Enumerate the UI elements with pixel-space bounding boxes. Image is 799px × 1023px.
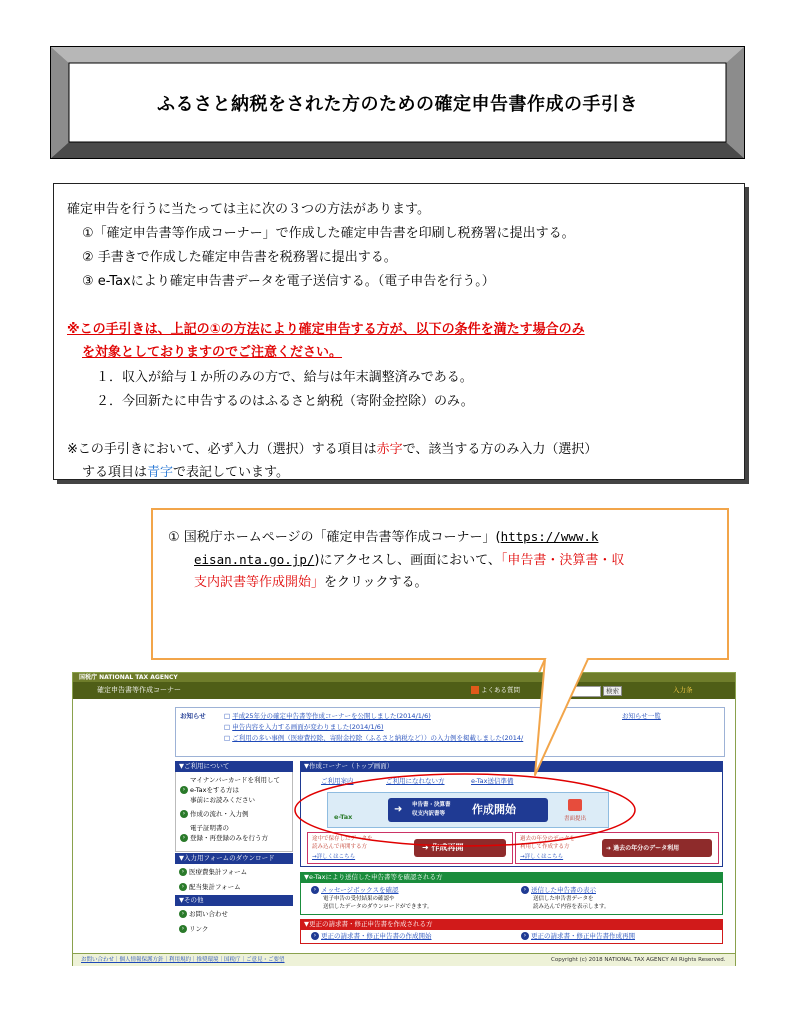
callout-red-text: 支内訳書等作成開始」: [194, 575, 325, 590]
input-link[interactable]: 入力条: [673, 686, 693, 694]
arrow-icon: ›: [179, 868, 187, 876]
arrow-icon: ›: [179, 883, 187, 891]
nav-usage-head: ▼ご利用について: [175, 761, 293, 772]
nav-item[interactable]: 電子証明書の: [190, 824, 229, 832]
document-title: ふるさと納税をされた方のための確定申告書作成の手引き: [157, 93, 638, 115]
agency-name: 国税庁 NATIONAL TAX AGENCY: [79, 674, 178, 681]
site-title: 確定申告書等作成コーナー: [97, 686, 181, 694]
condition-1: １．収入が給与１か所のみの方で、給与は年末調整済みである。: [96, 370, 473, 385]
news-item[interactable]: □ ご利用の多い事例（医療費控除、寄附金控除（ふるさと納税など））の入力例を掲載しました(2014/: [224, 734, 524, 742]
copyright: Copyright (c) 2018 NATIONAL TAX AGENCY All Rights Reserved.: [551, 957, 726, 963]
arrow-icon: ›: [179, 910, 187, 918]
news-item[interactable]: □ 平成25年分の確定申告書等作成コーナーを公開しました(2014/1/6): [224, 712, 431, 720]
method-1: ①「確定申告書等作成コーナー」で作成した確定申告書を印刷し税務署に提出する。: [82, 226, 575, 241]
callout-red-text: 「申告書・決算書・収: [500, 553, 625, 568]
arrow-icon: ›: [179, 925, 187, 933]
corner-link-etax-prep[interactable]: e-Tax送信準備: [471, 777, 514, 785]
arrow-icon: ›: [180, 810, 188, 818]
arrow-icon: ›: [311, 932, 319, 940]
msgbox-desc-1: 電子申告の受付結果の確認や: [323, 896, 395, 902]
intro-lead: 確定申告を行うに当たっては主に次の３つの方法があります。: [67, 202, 430, 217]
sent-desc-2: 読み込んで内容を表示します。: [533, 904, 610, 910]
note-text: で表記しています。: [173, 465, 289, 480]
note-text: で、該当する方のみ入力（選択）: [402, 442, 598, 457]
past-desc-2: 利用して作成する方: [520, 844, 570, 850]
arrow-icon: ›: [311, 886, 319, 894]
start-small-2: 収支内訳書等: [412, 811, 446, 817]
callout-text: )にアクセスし、画面において、: [314, 553, 501, 568]
msgbox-link[interactable]: › メッセージボックスを確認: [311, 886, 399, 895]
corner-link-guide[interactable]: ご利用案内: [321, 777, 354, 785]
resume-desc-2: 読み込んで再開する方: [312, 844, 368, 850]
arrow-right-icon: ➜: [394, 804, 403, 815]
nav-item[interactable]: › お問い合わせ: [179, 910, 228, 919]
arrow-icon: ›: [521, 886, 529, 894]
past-button-label: ➜ 過去の年分のデータ利用: [606, 845, 680, 852]
news-item[interactable]: □ 申告内容を入力する画面が変わりました(2014/1/6): [224, 723, 384, 731]
warning-line-2: を対象としておりますのでご注意ください。: [82, 345, 343, 360]
news-label: お知らせ: [180, 712, 206, 720]
note-text: する項目は: [82, 465, 148, 480]
callout-text: ① 国税庁ホームページの「確定申告書等作成コーナー」(: [168, 530, 501, 545]
past-more-link[interactable]: →詳しくはこちら: [520, 854, 564, 860]
callout-text: をクリックする。: [324, 575, 428, 590]
resume-more-link[interactable]: →詳しくはこちら: [312, 854, 356, 860]
method-3: ③ e-Taxにより確定申告書データを電子送信する。（電子申告を行う。）: [82, 274, 495, 289]
etax-label: e-Tax: [334, 813, 353, 821]
sent-link[interactable]: › 送信した申告書の表示: [521, 886, 596, 895]
shoshiki-label: 書面提出: [564, 816, 587, 822]
nav-item[interactable]: › 登録・再登録のみを行う方: [180, 834, 268, 843]
past-desc-1: 過去の年分のデータを: [520, 836, 576, 842]
method-2: ② 手書きで作成した確定申告書を税務署に提出する。: [82, 250, 397, 265]
faq-label: よくある質問: [481, 686, 520, 694]
etax-section-head: ▼e-Taxにより送信した申告書等を確認される方: [300, 872, 723, 883]
correct-section-head: ▼更正の請求書・修正申告書を作成される方: [300, 919, 723, 930]
nav-item[interactable]: › 作成の流れ・入力例: [180, 810, 249, 819]
note-blue-word: 青字: [147, 465, 174, 480]
arrow-icon: ›: [180, 786, 188, 794]
note-text: ※この手引きにおいて、必ず入力（選択）する項目は: [67, 442, 377, 457]
nav-item[interactable]: › 配当集計フォーム: [179, 883, 241, 892]
news-list-link[interactable]: お知らせ一覧: [622, 712, 661, 720]
warning-line-1: ※この手引きは、上記の①の方法により確定申告する方が、以下の条件を満たす場合のみ: [67, 322, 585, 337]
start-small-1: 申告書・決算書: [412, 802, 451, 808]
search-button[interactable]: 検索: [603, 686, 622, 696]
nav-forms-head: ▼入力用フォームのダウンロード: [175, 853, 293, 864]
footer-links[interactable]: お問い合わせ｜個人情報保護方針｜利用規約｜推奨環境｜国税庁｜ご意見・ご要望: [81, 957, 285, 963]
sent-desc-1: 送信した申告書データを: [533, 896, 594, 902]
correct-resume-link[interactable]: › 更正の請求書・修正申告書作成再開: [521, 932, 635, 941]
corner-link-unavailable[interactable]: ご利用になれない方: [386, 777, 445, 785]
correct-start-link[interactable]: › 更正の請求書・修正申告書の作成開始: [311, 932, 432, 941]
note-red-word: 赤字: [376, 442, 403, 457]
callout-url-part-1[interactable]: https://www.k: [500, 529, 599, 544]
arrow-icon: ›: [180, 834, 188, 842]
resume-button-label: ➜ 作成再開: [422, 843, 464, 852]
nav-item[interactable]: › リンク: [179, 925, 208, 934]
corner-head: ▼作成コーナー（トップ画面）: [300, 761, 723, 772]
nav-item[interactable]: マイナンバーカードを利用して: [190, 776, 280, 784]
msgbox-desc-2: 送信したデータのダウンロードができます。: [323, 904, 433, 910]
resume-desc-1: 途中で保存したデータを: [312, 836, 373, 842]
start-big-label: 作成開始: [472, 803, 516, 816]
nav-other-head: ▼その他: [175, 895, 293, 906]
nav-item[interactable]: › 医療費集計フォーム: [179, 868, 247, 877]
nav-item[interactable]: › e-Taxをする方は: [180, 786, 239, 795]
callout-url-part-2[interactable]: eisan.nta.go.jp/: [194, 552, 315, 567]
nav-item[interactable]: 事前にお読みください: [190, 796, 255, 804]
condition-2: ２．今回新たに申告するのはふるさと納税（寄附金控除）のみ。: [96, 394, 474, 409]
arrow-icon: ›: [521, 932, 529, 940]
